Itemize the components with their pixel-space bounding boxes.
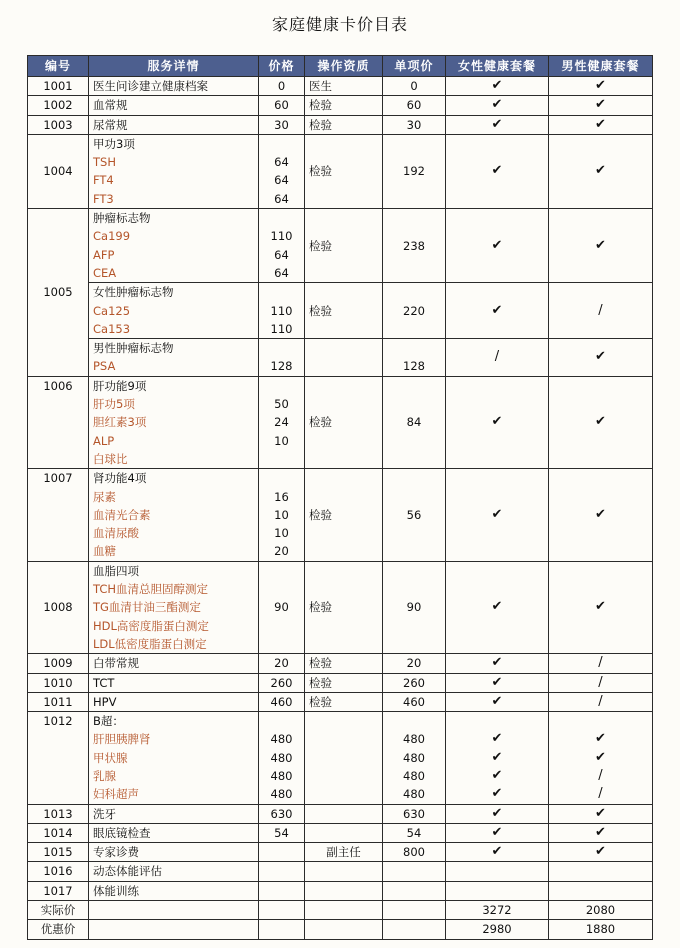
item-unit-price: 220: [383, 283, 446, 339]
item-detail: 肝功能9项: [93, 378, 147, 393]
male-package-mark: ✔: [549, 376, 653, 468]
sub-item: 甲状腺: [93, 750, 128, 765]
sub-item-price: 50: [274, 397, 289, 412]
item-unit-price: [383, 881, 446, 900]
item-unit-price: 60: [383, 96, 446, 115]
female-package-mark: ✔: [491, 731, 503, 747]
item-code: 1014: [28, 823, 89, 842]
item-code: 1015: [28, 843, 89, 862]
table-row: [28, 881, 653, 900]
item-detail-group: [89, 712, 259, 804]
sub-item: 肝胆胰脾肾: [93, 732, 151, 747]
male-package-mark: [549, 881, 653, 900]
male-package-mark: ✔: [549, 561, 653, 653]
item-detail: TCT: [89, 673, 259, 692]
item-detail: 肾功能4项: [93, 471, 147, 486]
male-mark-group: [549, 712, 653, 804]
item-detail: 尿常规: [89, 115, 259, 134]
table-row: [28, 712, 653, 804]
item-price: 260: [259, 673, 305, 692]
sub-item-price: 64: [274, 155, 289, 170]
item-price-group: [259, 339, 305, 377]
female-package-mark: ✔: [446, 843, 549, 862]
item-detail-group: [89, 469, 259, 561]
item-detail: 洗牙: [89, 804, 259, 823]
col-header-unit-price: 单项价: [383, 56, 446, 77]
item-price: 20: [259, 654, 305, 673]
sub-item-unit-price: 480: [403, 787, 425, 802]
item-price-group: [259, 712, 305, 804]
item-qualification: [305, 804, 383, 823]
item-detail: 动态体能评估: [89, 862, 259, 881]
page-title: 家庭健康卡价目表: [271, 15, 408, 34]
item-unit-price: 800: [383, 843, 446, 862]
sub-item-price: 64: [274, 173, 289, 188]
sub-item: CEA: [93, 265, 117, 280]
unit-price-group: [383, 712, 446, 804]
item-price: [259, 881, 305, 900]
table-row: [28, 692, 653, 711]
sub-item-price: 480: [270, 732, 293, 747]
item-detail-group: [89, 283, 259, 339]
male-package-mark: /: [549, 673, 653, 692]
item-price: 460: [259, 692, 305, 711]
table-row: [28, 339, 653, 377]
item-qualification: [305, 712, 383, 804]
col-header-detail: 服务详情: [89, 56, 259, 77]
item-unit-price: 54: [383, 823, 446, 842]
sub-item-price: 110: [270, 303, 293, 318]
item-code: 1009: [28, 654, 89, 673]
price-table: [27, 55, 653, 940]
col-header-price: 价格: [259, 56, 305, 77]
table-row: [28, 115, 653, 134]
item-unit-price: 238: [383, 209, 446, 283]
col-header-female-package: 女性健康套餐: [446, 56, 549, 77]
col-header-qualification: 操作资质: [305, 56, 383, 77]
female-total: 2980: [446, 920, 549, 939]
table-row: [28, 561, 653, 653]
sub-item-price: 480: [270, 768, 293, 783]
item-detail: 白带常规: [89, 654, 259, 673]
male-total: 2080: [549, 901, 653, 920]
female-package-mark: [446, 862, 549, 881]
sub-item: 肝功5项: [93, 397, 135, 412]
item-code: 1004: [28, 134, 89, 208]
item-price: 0: [259, 77, 305, 96]
sub-item: 白球比: [93, 451, 128, 466]
sub-item-price: 10: [274, 433, 289, 448]
item-detail: 体能训练: [89, 881, 259, 900]
item-detail-group: [89, 376, 259, 468]
item-unit-price: 30: [383, 115, 446, 134]
item-detail: 甲功3项: [93, 136, 135, 151]
sub-item-price: 128: [270, 359, 293, 374]
item-qualification: 医生: [305, 77, 383, 96]
item-code: 1001: [28, 77, 89, 96]
item-unit-price: 630: [383, 804, 446, 823]
sub-item-price: 20: [274, 544, 289, 559]
item-detail: 眼底镜检查: [89, 823, 259, 842]
item-qualification: 检验: [305, 134, 383, 208]
item-code: 1007: [28, 469, 89, 561]
male-package-mark: /: [598, 767, 603, 783]
item-qualification: 检验: [305, 692, 383, 711]
item-detail: 男性肿瘤标志物: [93, 341, 174, 356]
item-price: 54: [259, 823, 305, 842]
sub-item: Ca125: [93, 303, 131, 318]
sub-item: 乳腺: [93, 768, 116, 783]
total-label: 优惠价: [28, 920, 89, 939]
item-code: 1006: [28, 376, 89, 468]
female-package-mark: ✔: [446, 96, 549, 115]
item-qualification: 检验: [305, 469, 383, 561]
sub-item-price: 64: [274, 191, 289, 206]
total-label: 实际价: [28, 901, 89, 920]
table-header-row: [28, 56, 653, 77]
sub-item: FT3: [93, 191, 114, 206]
table-row: [28, 654, 653, 673]
item-qualification: 检验: [305, 209, 383, 283]
item-unit-price: 128: [383, 339, 446, 377]
item-price: [259, 843, 305, 862]
item-unit-price: 90: [383, 561, 446, 653]
sub-item-price: 480: [270, 787, 293, 802]
item-price: 630: [259, 804, 305, 823]
table-row: [28, 804, 653, 823]
sub-item-price: 16: [274, 489, 289, 504]
item-code: 1003: [28, 115, 89, 134]
sub-item-price: 110: [270, 229, 293, 244]
sub-item: TSH: [93, 155, 116, 170]
table-row: [28, 673, 653, 692]
sub-item: 妇科超声: [93, 787, 139, 802]
female-package-mark: ✔: [446, 283, 549, 339]
table-row: [28, 469, 653, 561]
item-unit-price: 260: [383, 673, 446, 692]
male-package-mark: ✔: [595, 749, 606, 765]
female-package-mark: ✔: [446, 77, 549, 96]
sub-item-price: 110: [270, 321, 293, 336]
item-qualification: 检验: [305, 673, 383, 692]
female-package-mark: ✔: [491, 749, 503, 765]
male-package-mark: [549, 862, 653, 881]
female-package-mark: ✔: [446, 654, 549, 673]
sub-item-unit-price: 480: [403, 732, 425, 747]
item-code: 1010: [28, 673, 89, 692]
col-header-code: 编号: [28, 56, 89, 77]
item-price: 30: [259, 115, 305, 134]
item-code: 1017: [28, 881, 89, 900]
item-code: 1005: [28, 209, 89, 377]
male-package-mark: ✔: [549, 823, 653, 842]
table-row: [28, 96, 653, 115]
item-code: 1016: [28, 862, 89, 881]
item-price: 60: [259, 96, 305, 115]
item-unit-price: 192: [383, 134, 446, 208]
item-detail: B超：: [93, 714, 124, 729]
item-code: 1011: [28, 692, 89, 711]
sub-item: AFP: [93, 247, 115, 262]
sub-item-price: 24: [274, 415, 289, 430]
female-package-mark: /: [446, 339, 549, 377]
total-row-discount: [28, 920, 653, 939]
female-package-mark: [446, 881, 549, 900]
item-detail: 血脂四项: [93, 563, 139, 578]
item-unit-price: 20: [383, 654, 446, 673]
male-package-mark: ✔: [549, 134, 653, 208]
sub-item: 血糖: [93, 544, 116, 559]
item-qualification: [305, 862, 383, 881]
female-package-mark: ✔: [446, 115, 549, 134]
item-price-group: [259, 469, 305, 561]
sub-item-unit-price: 480: [403, 750, 425, 765]
female-package-mark: ✔: [446, 376, 549, 468]
male-package-mark: ✔: [549, 115, 653, 134]
item-price: [259, 862, 305, 881]
sub-item: LDL低密度脂蛋白测定: [93, 636, 207, 651]
table-row: [28, 283, 653, 339]
item-detail-group: [89, 339, 259, 377]
item-code: 1002: [28, 96, 89, 115]
table-row: [28, 376, 653, 468]
sub-item-price: [259, 450, 304, 468]
male-package-mark: ✔: [549, 469, 653, 561]
sub-item: HDL高密度脂蛋白测定: [93, 618, 209, 633]
item-qualification: [305, 881, 383, 900]
item-qualification: [305, 823, 383, 842]
table-row: [28, 134, 653, 208]
female-package-mark: ✔: [446, 209, 549, 283]
sub-item: 血清尿酸: [93, 526, 139, 541]
item-detail-group: [89, 134, 259, 208]
item-unit-price: [383, 862, 446, 881]
item-detail: HPV: [89, 692, 259, 711]
female-package-mark: ✔: [446, 134, 549, 208]
item-detail: 血常规: [89, 96, 259, 115]
sub-item-price: 480: [270, 750, 293, 765]
male-package-mark: /: [598, 786, 603, 802]
female-package-mark: ✔: [446, 823, 549, 842]
item-price-group: [259, 283, 305, 339]
female-package-mark: ✔: [446, 469, 549, 561]
item-qualification: 检验: [305, 96, 383, 115]
item-qualification: [305, 339, 383, 377]
sub-item: PSA: [93, 359, 116, 374]
item-price-group: [259, 209, 305, 283]
item-qualification: 检验: [305, 561, 383, 653]
item-price-group: [259, 134, 305, 208]
item-detail: 肿瘤标志物: [93, 211, 151, 226]
sub-item: 尿素: [93, 489, 116, 504]
item-qualification: 检验: [305, 283, 383, 339]
item-detail-group: [89, 561, 259, 653]
sub-item: 胆红素3项: [93, 415, 147, 430]
female-package-mark: ✔: [446, 804, 549, 823]
item-detail: 女性肿瘤标志物: [93, 285, 174, 300]
sub-item: Ca153: [93, 321, 131, 336]
table-row: [28, 843, 653, 862]
sub-item: Ca199: [93, 229, 131, 244]
male-package-mark: /: [549, 654, 653, 673]
item-unit-price: 460: [383, 692, 446, 711]
item-unit-price: 0: [383, 77, 446, 96]
female-package-mark: ✔: [446, 692, 549, 711]
female-package-mark: ✔: [446, 673, 549, 692]
sub-item: ALP: [93, 433, 115, 448]
female-package-mark: ✔: [491, 786, 503, 802]
item-unit-price: 84: [383, 376, 446, 468]
total-row-actual: [28, 901, 653, 920]
sub-item-unit-price: 480: [403, 768, 425, 783]
female-total: 3272: [446, 901, 549, 920]
item-code: 1013: [28, 804, 89, 823]
sub-item-price: 64: [274, 265, 289, 280]
table-row: [28, 77, 653, 96]
sub-item-price: 10: [274, 526, 289, 541]
item-qualification: 副主任: [305, 843, 383, 862]
female-package-mark: ✔: [491, 767, 503, 783]
item-price: 90: [259, 561, 305, 653]
item-qualification: 检验: [305, 115, 383, 134]
sub-item: TCH血清总胆固醇测定: [93, 582, 209, 597]
item-code: 1008: [28, 561, 89, 653]
sub-item: 血清光合素: [93, 507, 151, 522]
male-package-mark: ✔: [549, 209, 653, 283]
sub-item: TG血清甘油三酯测定: [93, 600, 201, 615]
item-price-group: [259, 376, 305, 468]
male-package-mark: /: [549, 692, 653, 711]
male-package-mark: ✔: [549, 77, 653, 96]
table-row: [28, 209, 653, 283]
col-header-male-package: 男性健康套餐: [549, 56, 653, 77]
male-total: 1880: [549, 920, 653, 939]
item-qualification: 检验: [305, 376, 383, 468]
sub-item-price: 10: [274, 507, 289, 522]
female-mark-group: [446, 712, 549, 804]
male-package-mark: /: [549, 283, 653, 339]
table-row: [28, 823, 653, 842]
item-detail: 医生问诊建立健康档案: [89, 77, 259, 96]
sub-item: FT4: [93, 173, 114, 188]
male-package-mark: ✔: [595, 731, 606, 747]
item-unit-price: 56: [383, 469, 446, 561]
male-package-mark: ✔: [549, 339, 653, 377]
female-package-mark: ✔: [446, 561, 549, 653]
item-code: 1012: [28, 712, 89, 804]
male-package-mark: ✔: [549, 804, 653, 823]
item-detail-group: [89, 209, 259, 283]
male-package-mark: ✔: [549, 843, 653, 862]
sub-item-price: 64: [274, 247, 289, 262]
table-row: [28, 862, 653, 881]
item-qualification: 检验: [305, 654, 383, 673]
item-detail: 专家诊费: [89, 843, 259, 862]
male-package-mark: ✔: [549, 96, 653, 115]
